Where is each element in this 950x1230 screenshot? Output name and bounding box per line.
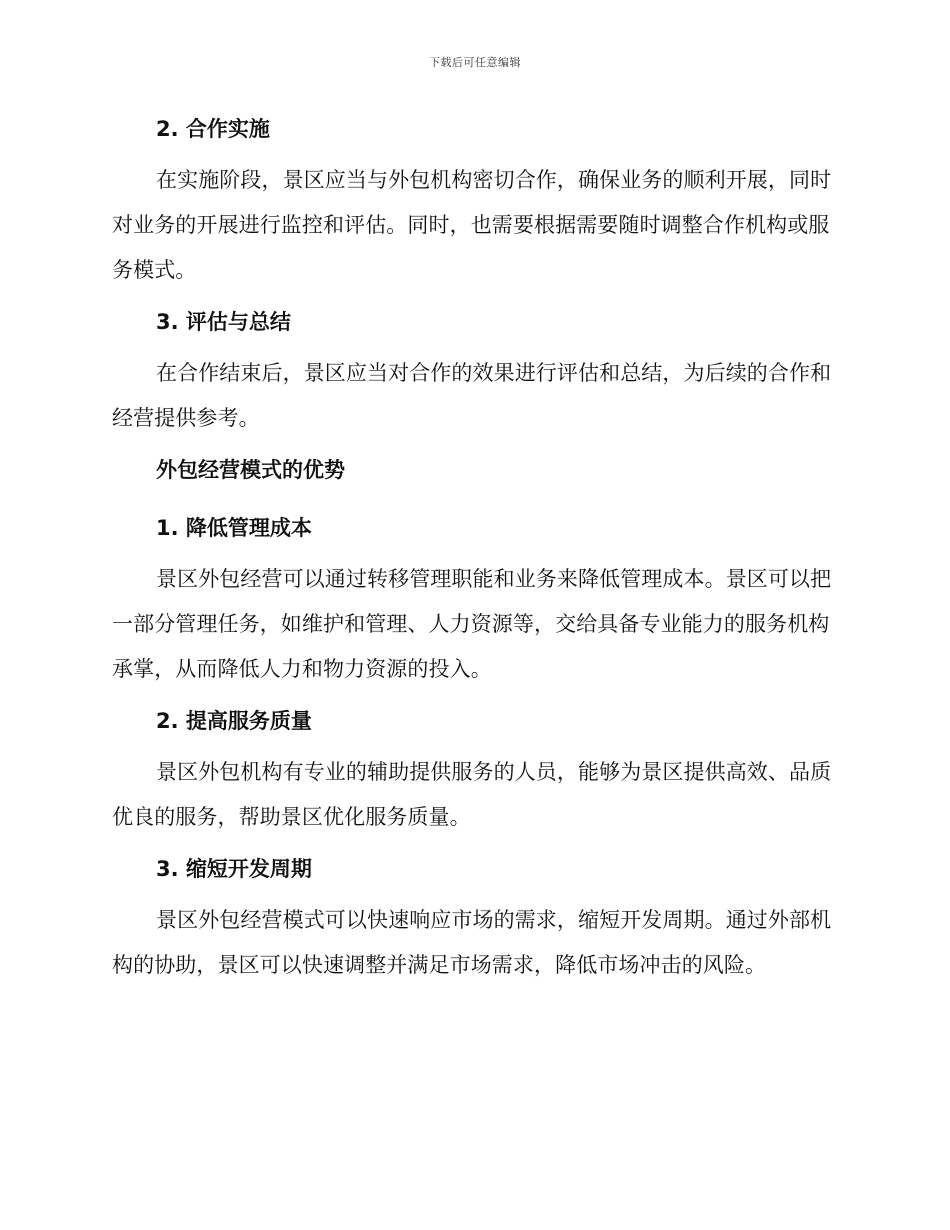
page-header: 下载后可任意编辑 bbox=[429, 56, 521, 69]
section-heading: 2. 合作实施 bbox=[156, 117, 270, 141]
section-paragraph: 在合作结束后，景区应当对合作的效果进行评估和总结，为后续的合作和经营提供参考。 bbox=[112, 361, 832, 430]
section-heading: 2. 提高服务质量 bbox=[156, 709, 312, 733]
section-heading: 3. 缩短开发周期 bbox=[156, 857, 312, 881]
document-body bbox=[112, 112, 832, 988]
section-paragraph: 景区外包经营可以通过转移管理职能和业务来降低管理成本。景区可以把一部分管理任务，如维护和管理、人力资源等，交给具备专业能力的服务机构承掌，从而降低人力和物力资源的投入。 bbox=[112, 567, 832, 681]
section-paragraph: 景区外包机构有专业的辅助提供服务的人员，能够为景区提供高效、品质优良的服务，帮助景区优化服务质量。 bbox=[112, 760, 832, 829]
section-paragraph: 景区外包经营模式可以快速响应市场的需求，缩短开发周期。通过外部机构的协助，景区可以快速调整并满足市场需求，降低市场冲击的风险。 bbox=[112, 908, 832, 977]
section-heading: 1. 降低管理成本 bbox=[156, 516, 312, 540]
section-heading: 外包经营模式的优势 bbox=[156, 458, 345, 482]
section-heading: 3. 评估与总结 bbox=[156, 310, 291, 334]
section-paragraph: 在实施阶段，景区应当与外包机构密切合作，确保业务的顺利开展，同时对业务的开展进行监控和评估。同时，也需要根据需要随时调整合作机构或服务模式。 bbox=[112, 168, 832, 282]
